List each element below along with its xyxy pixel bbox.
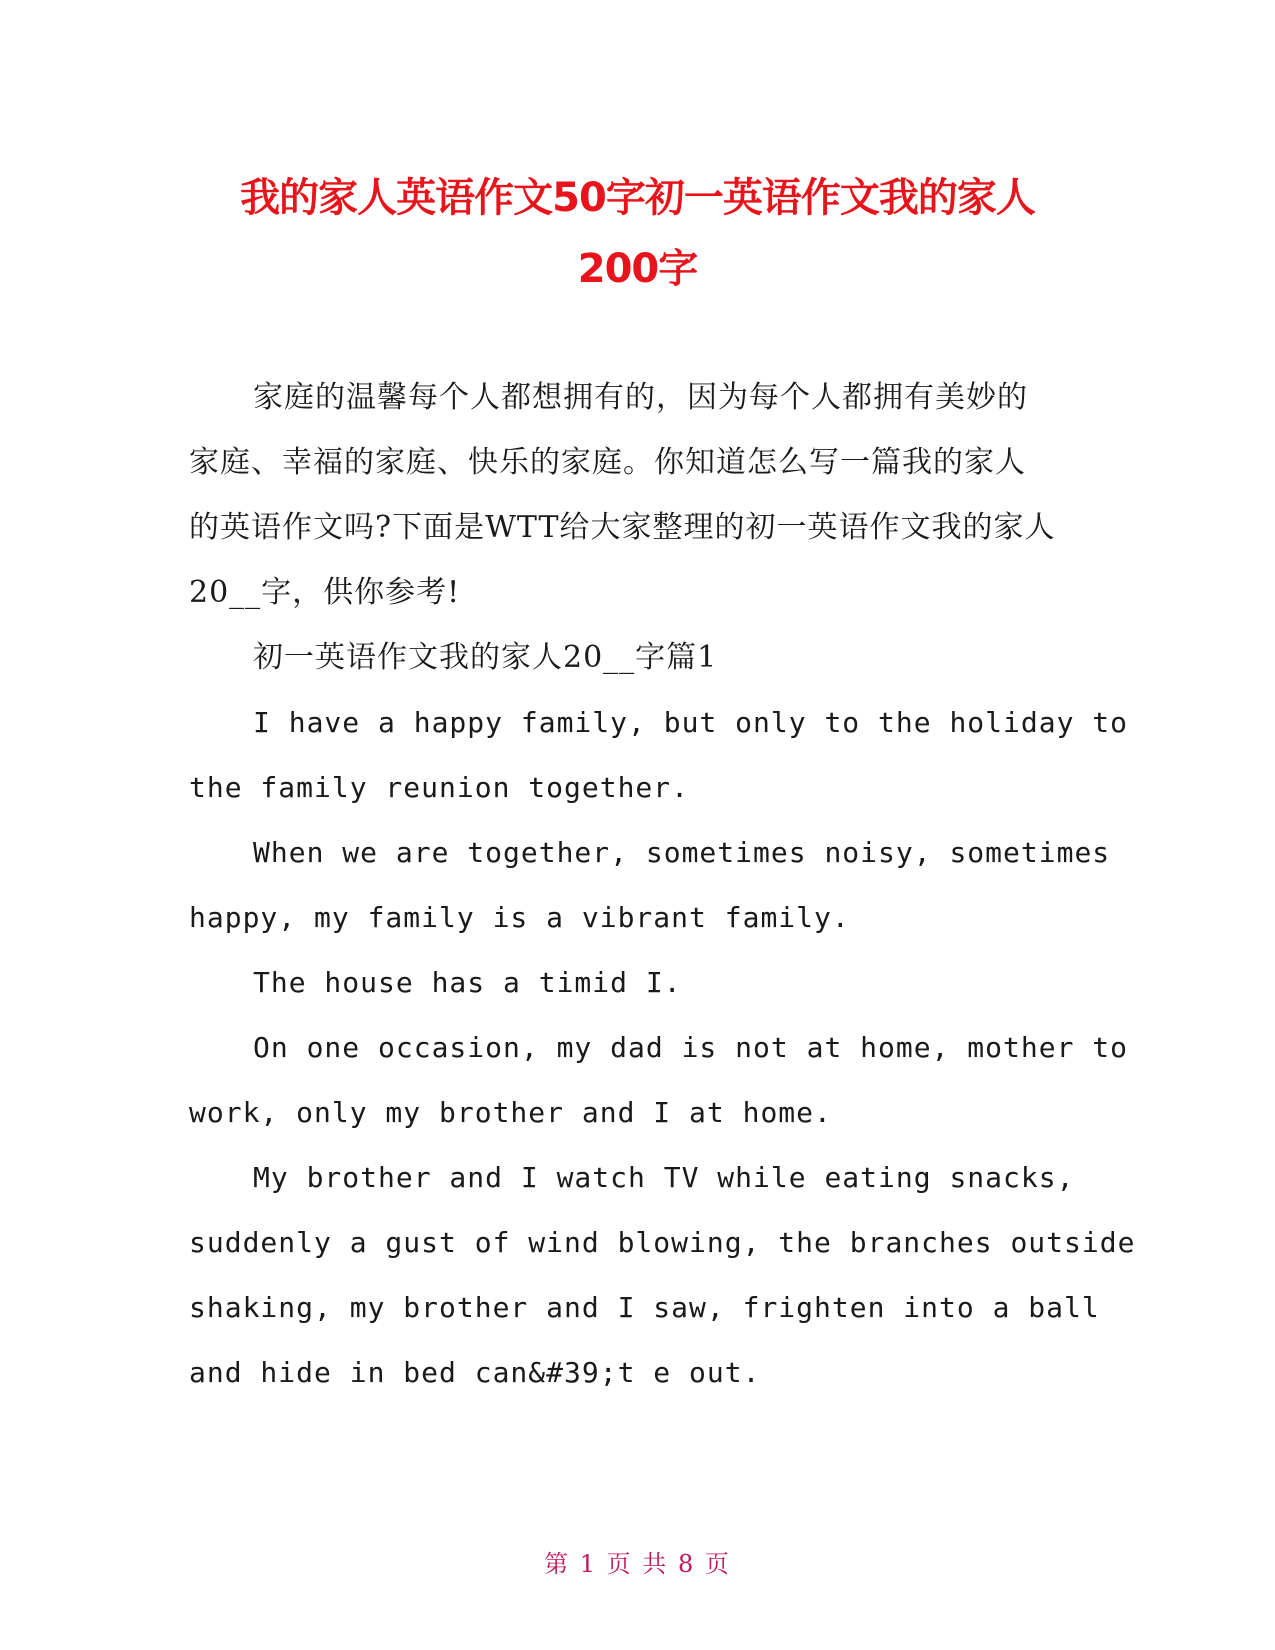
document-body: [189, 378, 1136, 1418]
body-line-6: I have a happy family, but only to the holiday to: [253, 706, 1129, 739]
body-line-8: When we are together, sometimes noisy, sometimes: [253, 836, 1111, 869]
body-line-2: 家庭、幸福的家庭、快乐的家庭。你知道怎么写一篇我的家人: [189, 445, 1026, 480]
body-line-12: work, only my brother and I at home.: [189, 1096, 832, 1129]
body-line-14: suddenly a gust of wind blowing, the branches outside: [189, 1226, 1136, 1259]
body-line-13: My brother and I watch TV while eating snacks,: [253, 1161, 1075, 1194]
body-line-16: and hide in bed can&#39;t e out.: [189, 1356, 761, 1389]
body-line-7: the family reunion together.: [189, 771, 690, 804]
body-line-10: The house has a timid I.: [253, 966, 682, 999]
page-number-footer: 第 1 页 共 8 页: [544, 1550, 731, 1578]
body-line-9: happy, my family is a vibrant family.: [189, 901, 850, 934]
body-line-1: 家庭的温馨每个人都想拥有的，因为每个人都拥有美妙的: [253, 380, 1028, 415]
body-line-15: shaking, my brother and I saw, frighten into a ball: [189, 1291, 1100, 1324]
body-line-3: 的英语作文吗?下面是WTT给大家整理的初一英语作文我的家人: [189, 510, 1056, 545]
body-line-11: On one occasion, my dad is not at home, mother to: [253, 1031, 1129, 1064]
section-heading: 初一英语作文我的家人20__字篇1: [253, 640, 718, 675]
document-title-line-1: 我的家人英语作文50字初一英语作文我的家人: [240, 175, 1035, 221]
body-line-4: 20__字，供你参考!: [189, 575, 461, 610]
document-title-line-2: 200字: [577, 246, 698, 292]
